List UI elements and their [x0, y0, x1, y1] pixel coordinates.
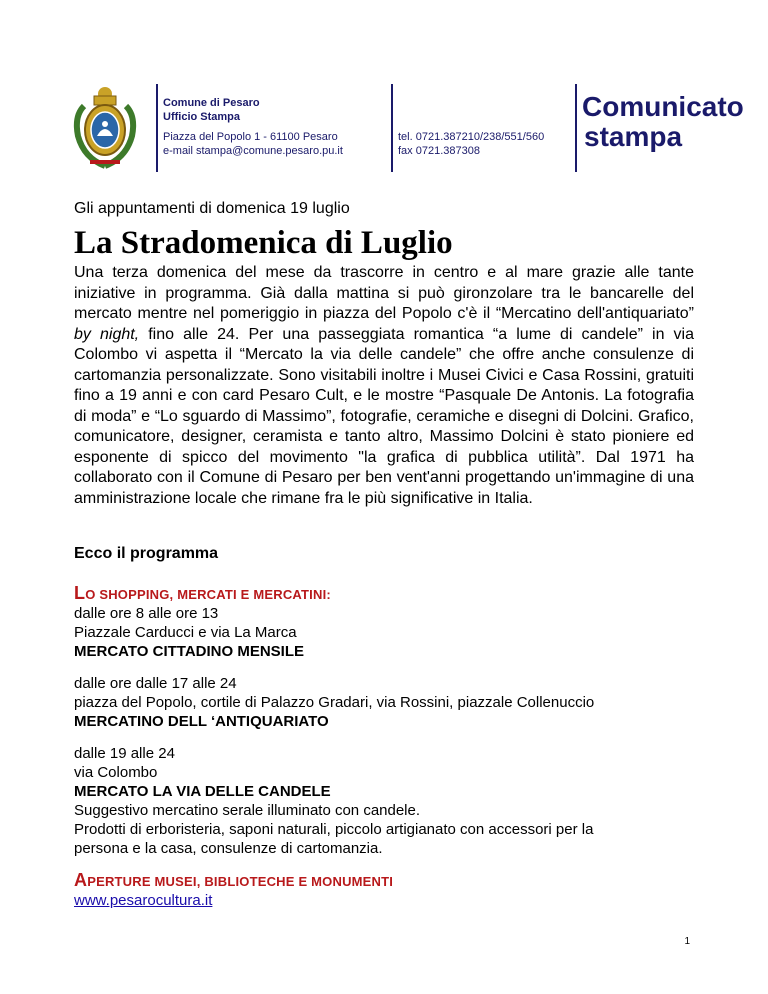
article-paragraph — [74, 263, 694, 509]
body-part1: Una terza domenica del mese da trascorre in centro e al mare grazie alle tante iniziative in programma. Già dalla mattina si può gironzolare tra le bancarelle del mercato mentre nel pomeriggio in piazza del Popolo c'è il “Mercatino dell'antiquariato” — [74, 264, 694, 322]
header-divider-1 — [156, 84, 158, 172]
event-mercato-cittadino — [74, 604, 304, 661]
event-desc: Suggestivo mercatino serale illuminato con candele. — [74, 802, 421, 819]
address-line: Piazza del Popolo 1 - 61100 Pesaro — [163, 131, 338, 143]
event-place: Piazzale Carducci e via La Marca — [74, 624, 297, 641]
body-part2: fino alle 24. Per una passeggiata romantica “a lume di candele” in via Colombo vi aspetta il “Mercato la via delle candele” che offre anche consulenze di cartomanzia personalizzate. Sono visitabili inoltre i Musei Civici e Casa Rossini, gratuiti fino a 19 anni e con card Pesaro Cult, e le mostre “Pasquale De Antonis. La fotografia di moda” e “Lo sguardo di Massimo”, fotografie, ceramiche e disegni di Dolcini. Grafico, comunicatore, designer, ceramista e tanto altro, Massimo Dolcini è stato pioniere ed esponente di spicco del movimento "la grafica di pubblica utilità”. Dal 1971 ha collaborato con il Comune di Pesaro per ben vent'anni progettando un'immagine di una amministrazione locale che rimane fra le più significative in Italia. — [74, 325, 695, 507]
event-name: MERCATINO DELL ‘ANTIQUARIATO — [74, 713, 329, 730]
section-shopping-cap: L — [74, 583, 86, 603]
article-body — [74, 263, 694, 509]
section-musei-rest: PERTURE MUSEI, BIBLIOTECHE E MONUMENTI — [87, 874, 394, 889]
section-musei-cap: A — [74, 870, 88, 890]
header-divider-3 — [575, 84, 577, 172]
section-shopping-rest2: MERCATI E MERCATINI: — [177, 587, 331, 602]
tel-line: tel. 0721.387210/238/551/560 — [398, 131, 545, 143]
press-release-title — [582, 92, 744, 152]
event-place: via Colombo — [74, 764, 158, 781]
header-divider-2 — [391, 84, 393, 172]
event-desc: persona e la casa, consulenze di cartomanzia. — [74, 840, 383, 857]
section-shopping-rest: O SHOPPING, — [85, 587, 178, 602]
office-contacts — [398, 130, 544, 158]
coat-of-arms-logo — [70, 84, 140, 170]
event-time: dalle ore dalle 17 alle 24 — [74, 675, 237, 692]
office-address — [163, 130, 343, 158]
section-shopping-heading — [74, 583, 331, 604]
event-name: MERCATO LA VIA DELLE CANDELE — [74, 783, 331, 800]
programma-heading: Ecco il programma — [74, 545, 219, 562]
event-time: dalle ore 8 alle ore 13 — [74, 605, 219, 622]
event-mercatino-antiquariato — [74, 674, 594, 731]
event-name: MERCATO CITTADINO MENSILE — [74, 643, 304, 660]
office-line2: Ufficio Stampa — [163, 111, 241, 123]
article-title: La Stradomenica di Luglio — [74, 225, 453, 261]
office-line1: Comune di Pesaro — [163, 97, 260, 109]
event-place: piazza del Popolo, cortile di Palazzo Gradari, via Rossini, piazzale Collenuccio — [74, 694, 595, 711]
pesarocultura-link[interactable]: www.pesarocultura.it — [74, 892, 213, 909]
page-number: 1 — [684, 936, 690, 947]
article-kicker: Gli appuntamenti di domenica 19 luglio — [74, 200, 350, 217]
body-italic: by night, — [74, 325, 140, 343]
press-release-title-line1: Comunicato — [582, 91, 744, 122]
press-release-title-line2: stampa — [584, 121, 683, 152]
email-line: e-mail stampa@comune.pesaro.pu.it — [163, 145, 343, 157]
office-name — [163, 96, 260, 124]
section-musei-heading — [74, 870, 393, 891]
event-desc: Prodotti di erboristeria, saponi naturali, piccolo artigianato con accessori per la — [74, 821, 594, 838]
event-time: dalle 19 alle 24 — [74, 745, 175, 762]
event-via-delle-candele — [74, 744, 593, 858]
fax-line: fax 0721.387308 — [398, 145, 480, 157]
